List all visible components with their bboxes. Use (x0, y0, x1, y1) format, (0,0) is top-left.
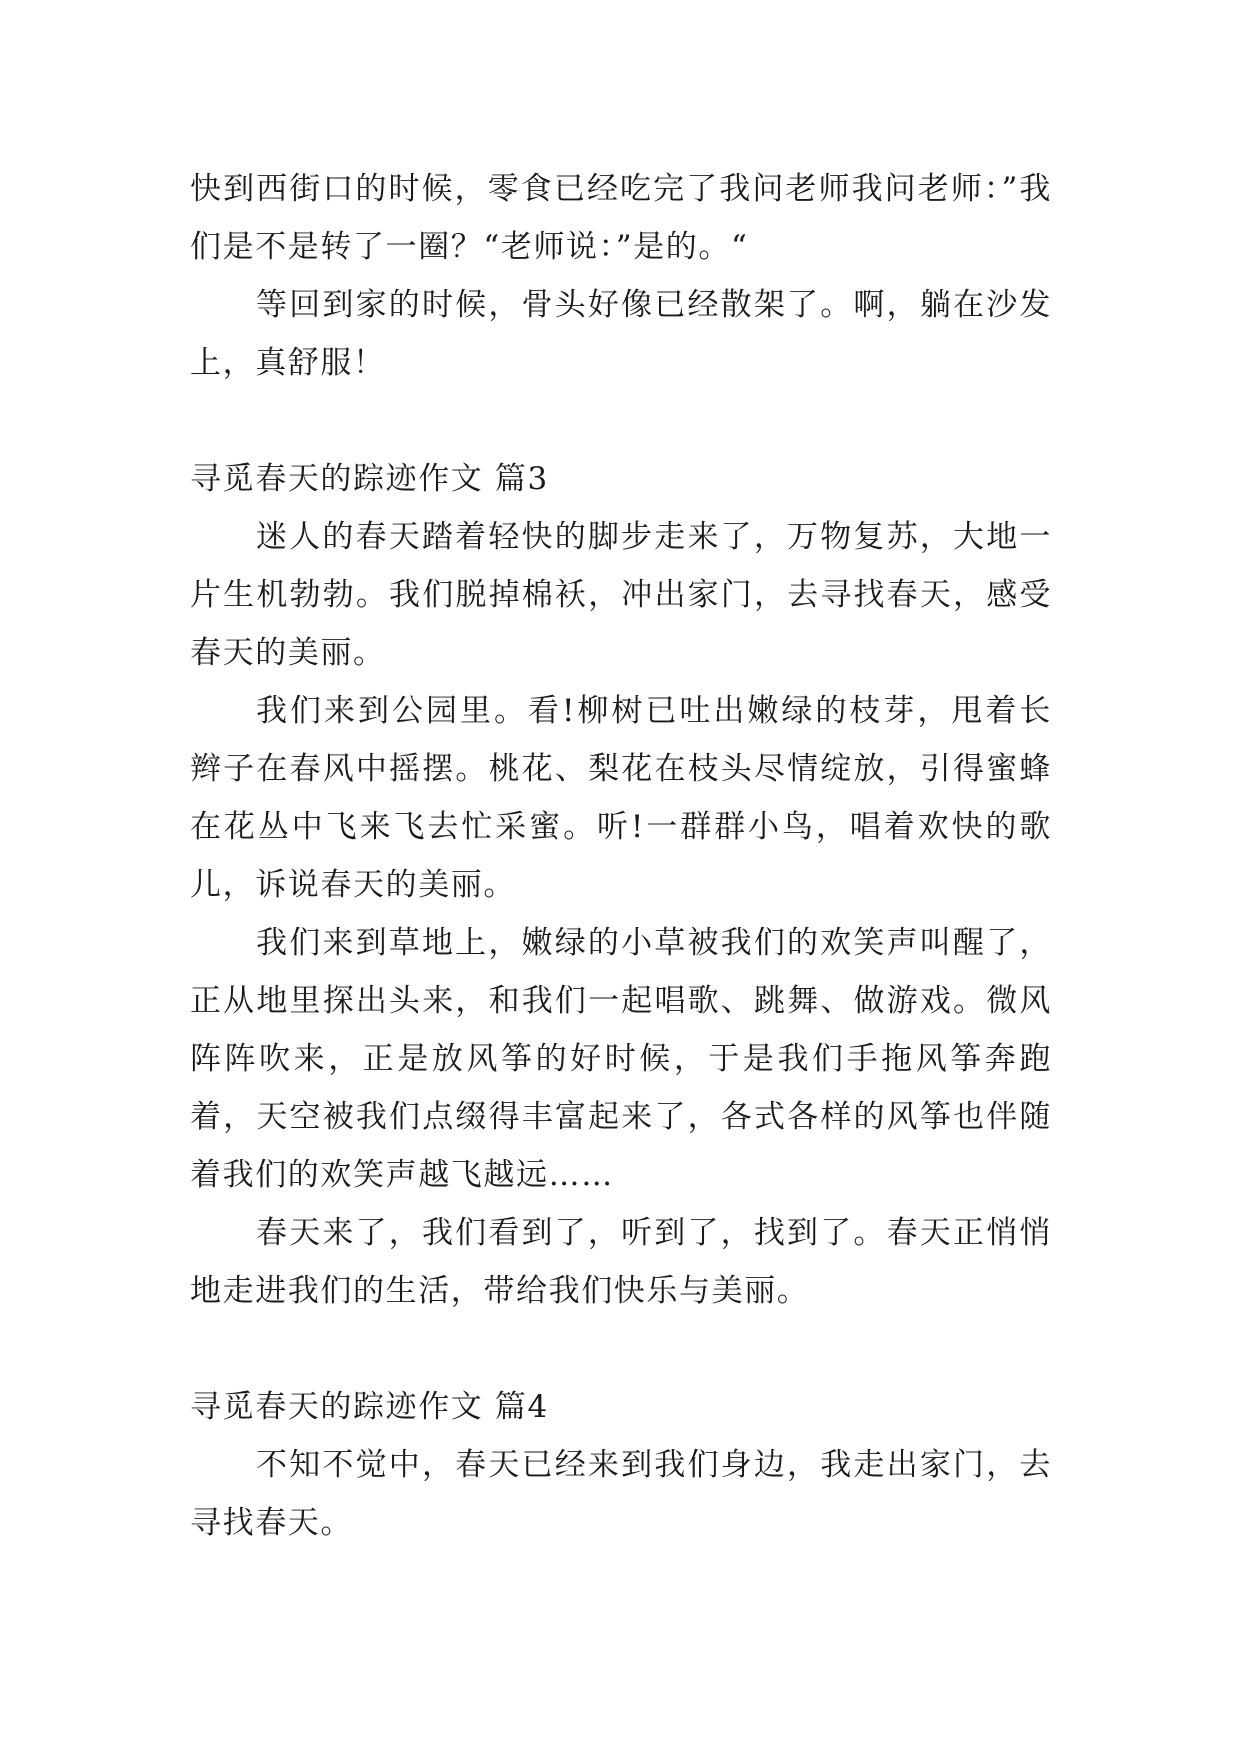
paragraph-1: 快到西街口的时候，零食已经吃完了我问老师我问老师：”我们是不是转了一圈？“老师说：”是的。“ (190, 171, 1052, 265)
paragraph-3-1: 迷人的春天踏着轻快的脚步走来了，万物复苏，大地一片生机勃勃。我们脱掉棉袄，冲出家门，去寻找春天，感受春天的美丽。 (190, 519, 1052, 671)
paragraph-3-3: 我们来到草地上，嫩绿的小草被我们的欢笑声叫醒了，正从地里探出头来，和我们一起唱歌、跳舞、做游戏。微风阵阵吹来，正是放风筝的好时候，于是我们手拖风筝奔跑着，天空被我们点缀得丰富起来了，各式各样的风筝也伴随着我们的欢笑声越飞越远…… (190, 925, 1052, 1193)
paragraph-2: 等回到家的时候，骨头好像已经散架了。啊，躺在沙发上，真舒服！ (190, 287, 1052, 381)
section-heading-3: 寻觅春天的踪迹作文 篇3 (190, 461, 549, 497)
paragraph-4-1: 不知不觉中，春天已经来到我们身边，我走出家门，去寻找春天。 (190, 1447, 1052, 1541)
section-gap (190, 392, 1052, 450)
paragraph-3-2: 我们来到公园里。看!柳树已吐出嫩绿的枝芽，甩着长辫子在春风中摇摆。桃花、梨花在枝头尽情绽放，引得蜜蜂在花丛中飞来飞去忙采蜜。听!一群群小鸟，唱着欢快的歌儿，诉说春天的美丽。 (190, 693, 1052, 903)
section-heading-4: 寻觅春天的踪迹作文 篇4 (190, 1389, 549, 1425)
paragraph-3-4: 春天来了，我们看到了，听到了，找到了。春天正悄悄地走进我们的生活，带给我们快乐与美丽。 (190, 1215, 1052, 1309)
document-body (190, 160, 1052, 1552)
section-gap (190, 1320, 1052, 1378)
